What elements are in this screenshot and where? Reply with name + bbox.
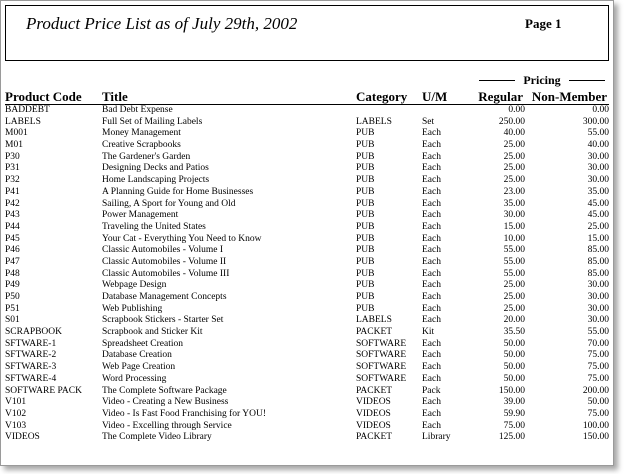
category: VIDEOS (356, 420, 391, 431)
product-title: Classic Automobiles - Volume I (102, 245, 224, 256)
product-code: V101 (5, 397, 27, 408)
report-title: Product Price List as of July 29th, 2002 (26, 14, 298, 33)
product-title: Word Processing (102, 373, 167, 384)
product-code: SFTWARE-2 (5, 350, 57, 361)
table-row (1, 292, 615, 304)
unit-of-measure: Each (422, 397, 441, 408)
unit-of-measure: Each (422, 233, 441, 244)
pricing-group-header (479, 73, 605, 87)
product-code: VIDEOS (5, 432, 40, 443)
unit-of-measure: Each (422, 256, 441, 267)
regular-price: 30.00 (503, 210, 525, 221)
non-member-price: 55.00 (587, 327, 609, 338)
table-row (1, 362, 615, 374)
category: SOFTWARE (356, 373, 407, 384)
non-member-price: 75.00 (587, 362, 609, 373)
product-title: Classic Automobiles - Volume II (102, 256, 227, 267)
product-code: P41 (5, 186, 20, 197)
regular-price: 125.00 (498, 432, 525, 443)
non-member-price: 0.00 (592, 105, 609, 115)
non-member-price: 30.00 (587, 163, 609, 174)
regular-price: 55.00 (503, 256, 525, 267)
regular-price: 75.00 (503, 420, 525, 431)
category: SOFTWARE (356, 362, 407, 373)
non-member-price: 30.00 (587, 303, 609, 314)
unit-of-measure: Each (422, 221, 441, 232)
non-member-price: 300.00 (582, 116, 609, 127)
unit-of-measure: Each (422, 163, 441, 174)
product-code: SCRAPBOOK (5, 327, 63, 338)
product-code: BADDEBT (5, 105, 50, 115)
non-member-price: 45.00 (587, 210, 609, 221)
table-row (1, 117, 615, 129)
table-row (1, 386, 615, 398)
non-member-price: 40.00 (587, 140, 609, 151)
column-header-category: Category (356, 89, 408, 104)
category: PUB (356, 128, 375, 139)
report-header-box (5, 5, 609, 61)
product-title: Full Set of Mailing Labels (102, 116, 203, 127)
unit-of-measure: Each (422, 373, 441, 384)
pricing-label: Pricing (523, 73, 561, 87)
category: PUB (356, 233, 375, 244)
table-row (1, 187, 615, 199)
unit-of-measure: Each (422, 350, 441, 361)
product-title: Video - Excelling through Service (102, 420, 232, 431)
non-member-price: 100.00 (582, 420, 609, 431)
non-member-price: 200.00 (582, 385, 609, 396)
table-row (1, 245, 615, 257)
product-title: A Planning Guide for Home Businesses (102, 186, 254, 197)
non-member-price: 15.00 (587, 233, 609, 244)
unit-of-measure: Each (422, 210, 441, 221)
regular-price: 55.00 (503, 245, 525, 256)
product-code: P31 (5, 163, 20, 174)
regular-price: 23.00 (503, 186, 525, 197)
table-row (1, 327, 615, 339)
regular-price: 35.50 (503, 327, 525, 338)
regular-price: 50.00 (503, 373, 525, 384)
regular-price: 25.00 (503, 303, 525, 314)
unit-of-measure: Each (422, 186, 441, 197)
product-code: LABELS (5, 116, 41, 127)
category: PUB (356, 151, 375, 162)
unit-of-measure: Each (422, 303, 441, 314)
unit-of-measure: Set (422, 116, 435, 127)
regular-price: 25.00 (503, 151, 525, 162)
regular-price: 25.00 (503, 140, 525, 151)
product-code: P44 (5, 221, 20, 232)
regular-price: 59.90 (503, 408, 525, 419)
regular-price: 50.00 (503, 350, 525, 361)
category: PUB (356, 198, 375, 209)
unit-of-measure: Each (422, 128, 441, 139)
product-title: Power Management (102, 210, 179, 221)
table-row (1, 222, 615, 234)
product-title: Video - Is Fast Food Franchising for YOU! (102, 408, 266, 419)
product-title: Database Creation (102, 350, 172, 361)
regular-price: 35.00 (503, 198, 525, 209)
non-member-price: 50.00 (587, 397, 609, 408)
category: PUB (356, 210, 375, 221)
unit-of-measure: Pack (422, 385, 441, 396)
unit-of-measure: Each (422, 338, 441, 349)
category: PUB (356, 280, 375, 291)
unit-of-measure: Each (422, 408, 441, 419)
non-member-price: 30.00 (587, 151, 609, 162)
product-title: Spreadsheet Creation (102, 338, 183, 349)
table-row (1, 339, 615, 351)
category: PUB (356, 140, 375, 151)
column-header-um: U/M (422, 89, 448, 104)
non-member-price: 30.00 (587, 175, 609, 186)
product-code: SFTWARE-4 (5, 373, 57, 384)
page-number: Page 1 (525, 16, 562, 31)
product-title: Home Landscaping Projects (102, 175, 210, 186)
product-code: P48 (5, 268, 20, 279)
table-row (1, 257, 615, 269)
product-title: The Gardener's Garden (102, 151, 191, 162)
product-code: M001 (5, 128, 28, 139)
column-header-product-code: Product Code (5, 89, 82, 104)
table-row (1, 163, 615, 175)
non-member-price: 55.00 (587, 128, 609, 139)
regular-price: 25.00 (503, 292, 525, 302)
column-header-regular: Regular (478, 89, 523, 104)
product-title: Creative Scrapbooks (102, 140, 181, 151)
unit-of-measure: Each (422, 362, 441, 373)
regular-price: 150.00 (498, 385, 525, 396)
unit-of-measure: Each (422, 140, 441, 151)
product-code: S01 (5, 315, 20, 326)
product-code: P50 (5, 292, 20, 302)
non-member-price: 30.00 (587, 280, 609, 291)
unit-of-measure: Each (422, 198, 441, 209)
product-title: Web Page Creation (102, 362, 176, 373)
product-code: P47 (5, 256, 20, 267)
category: PUB (356, 175, 375, 186)
product-code: SOFTWARE PACK (5, 385, 82, 396)
unit-of-measure: Each (422, 245, 441, 256)
table-row (1, 409, 615, 421)
non-member-price: 85.00 (587, 245, 609, 256)
non-member-price: 75.00 (587, 350, 609, 361)
product-code: P45 (5, 233, 20, 244)
product-title: Webpage Design (102, 280, 167, 291)
regular-price: 25.00 (503, 280, 525, 291)
category: PUB (356, 268, 375, 279)
product-title: Your Cat - Everything You Need to Know (102, 233, 262, 244)
regular-price: 250.00 (498, 116, 525, 127)
unit-of-measure: Kit (422, 327, 435, 338)
regular-price: 39.00 (503, 397, 525, 408)
category: LABELS (356, 116, 392, 127)
product-code: M01 (5, 140, 23, 151)
unit-of-measure: Each (422, 175, 441, 186)
unit-of-measure: Each (422, 292, 441, 302)
non-member-price: 150.00 (582, 432, 609, 443)
table-row (1, 374, 615, 386)
table-row (1, 210, 615, 222)
table-row (1, 421, 615, 433)
pricing-rule-right (569, 80, 605, 81)
product-code: V103 (5, 420, 27, 431)
non-member-price: 85.00 (587, 256, 609, 267)
product-code: P46 (5, 245, 20, 256)
category: PUB (356, 186, 375, 197)
table-row (1, 199, 615, 211)
regular-price: 10.00 (503, 233, 525, 244)
non-member-price: 70.00 (587, 338, 609, 349)
table-row (1, 140, 615, 152)
regular-price: 25.00 (503, 163, 525, 174)
non-member-price: 75.00 (587, 408, 609, 419)
regular-price: 50.00 (503, 362, 525, 373)
product-title: Classic Automobiles - Volume III (102, 268, 230, 279)
table-row (1, 350, 615, 362)
product-title: Bad Debt Expense (102, 105, 173, 115)
product-code: SFTWARE-1 (5, 338, 57, 349)
unit-of-measure: Each (422, 280, 441, 291)
column-header-title: Title (102, 89, 128, 104)
regular-price: 25.00 (503, 175, 525, 186)
product-code: P32 (5, 175, 20, 186)
table-row (1, 269, 615, 281)
category: SOFTWARE (356, 338, 407, 349)
category: PACKET (356, 385, 393, 396)
non-member-price: 25.00 (587, 221, 609, 232)
product-code: P30 (5, 151, 20, 162)
product-title: Designing Decks and Patios (102, 163, 209, 174)
product-title: Money Management (102, 128, 181, 139)
category: LABELS (356, 315, 392, 326)
regular-price: 40.00 (503, 128, 525, 139)
unit-of-measure: Library (422, 432, 451, 443)
non-member-price: 45.00 (587, 198, 609, 209)
product-title: Scrapbook and Sticker Kit (102, 327, 203, 338)
price-list-table (1, 105, 615, 444)
unit-of-measure: Each (422, 420, 441, 431)
regular-price: 0.00 (508, 105, 525, 115)
category: PUB (356, 163, 375, 174)
product-title: Traveling the United States (102, 221, 206, 232)
unit-of-measure: Each (422, 268, 441, 279)
category: PUB (356, 292, 375, 302)
table-row (1, 304, 615, 316)
product-code: P49 (5, 280, 20, 291)
table-row (1, 315, 615, 327)
table-row (1, 397, 615, 409)
product-title: Sailing, A Sport for Young and Old (102, 198, 236, 209)
category: PUB (356, 221, 375, 232)
table-row (1, 105, 615, 117)
category: PUB (356, 303, 375, 314)
unit-of-measure: Each (422, 315, 441, 326)
table-row (1, 280, 615, 292)
table-row (1, 128, 615, 140)
category: SOFTWARE (356, 350, 407, 361)
non-member-price: 30.00 (587, 315, 609, 326)
category: VIDEOS (356, 408, 391, 419)
table-row (1, 152, 615, 164)
category: PACKET (356, 432, 393, 443)
product-code: P51 (5, 303, 20, 314)
non-member-price: 85.00 (587, 268, 609, 279)
non-member-price: 35.00 (587, 186, 609, 197)
table-row (1, 432, 615, 444)
regular-price: 20.00 (503, 315, 525, 326)
regular-price: 50.00 (503, 338, 525, 349)
unit-of-measure: Each (422, 151, 441, 162)
product-title: Scrapbook Stickers - Starter Set (102, 315, 224, 326)
category: PACKET (356, 327, 393, 338)
non-member-price: 75.00 (587, 373, 609, 384)
regular-price: 15.00 (503, 221, 525, 232)
product-code: SFTWARE-3 (5, 362, 57, 373)
product-code: P43 (5, 210, 20, 221)
product-code: P42 (5, 198, 20, 209)
category: PUB (356, 256, 375, 267)
product-code: V102 (5, 408, 27, 419)
non-member-price: 30.00 (587, 292, 609, 302)
column-header-non-member: Non-Member (531, 89, 607, 104)
product-title: Web Publishing (102, 303, 163, 314)
product-title: Video - Creating a New Business (102, 397, 229, 408)
table-row (1, 234, 615, 246)
product-title: The Complete Video Library (102, 432, 212, 443)
product-title: The Complete Software Package (102, 385, 227, 396)
product-title: Database Management Concepts (102, 292, 227, 302)
regular-price: 55.00 (503, 268, 525, 279)
category: VIDEOS (356, 397, 391, 408)
table-row (1, 175, 615, 187)
category: PUB (356, 245, 375, 256)
